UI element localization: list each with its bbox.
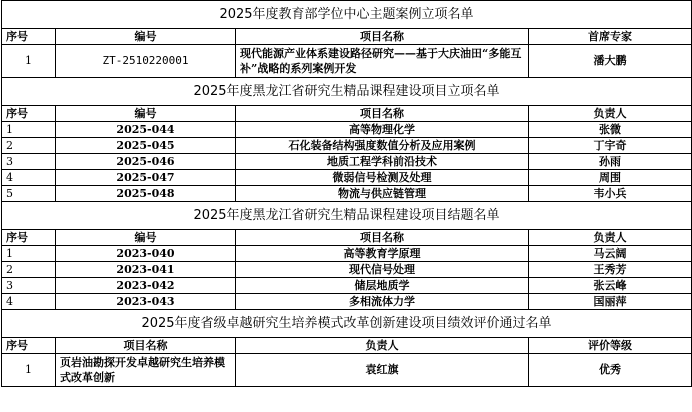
- table-row: [2, 354, 692, 387]
- section-1-title: 2025年度教育部学位中心主题案例立项名单: [2, 1, 692, 29]
- table-row: [2, 246, 692, 262]
- cell-project: 微弱信号检测及处理: [236, 170, 529, 186]
- cell-person: 袁红旗: [236, 354, 529, 387]
- cell-person: 韦小兵: [529, 186, 692, 202]
- cell-code: 2025-045: [56, 138, 236, 154]
- cell-index: 1: [2, 246, 56, 262]
- cell-code: 2023-040: [56, 246, 236, 262]
- col-header-code: 编号: [56, 106, 236, 122]
- cell-person: 张云峰: [529, 278, 692, 294]
- cell-index: 1: [2, 354, 56, 387]
- cell-index: 1: [2, 45, 56, 78]
- cell-project: 储层地质学: [236, 278, 529, 294]
- cell-project: 高等教育学原理: [236, 246, 529, 262]
- col-header-project: 项目名称: [236, 106, 529, 122]
- col-header-person: 负责人: [529, 106, 692, 122]
- cell-index: 4: [2, 294, 56, 310]
- col-header-project: 项目名称: [236, 29, 529, 45]
- table-row: [2, 186, 692, 202]
- section-1-header-row: [2, 29, 692, 45]
- cell-code: 2025-048: [56, 186, 236, 202]
- cell-person: 马云阔: [529, 246, 692, 262]
- cell-project: 地质工程学科前沿技术: [236, 154, 529, 170]
- col-header-index: 序号: [2, 338, 56, 354]
- cell-person: 张微: [529, 122, 692, 138]
- table-row: [2, 122, 692, 138]
- col-header-index: 序号: [2, 29, 56, 45]
- cell-index: 4: [2, 170, 56, 186]
- cell-code: 2023-041: [56, 262, 236, 278]
- col-header-project: 项目名称: [236, 230, 529, 246]
- section-2-title-row: [2, 78, 692, 106]
- table-row: [2, 154, 692, 170]
- cell-person: 丁宇奇: [529, 138, 692, 154]
- col-header-person: 负责人: [236, 338, 529, 354]
- table-row: [2, 262, 692, 278]
- cell-project: 石化装备结构强度数值分析及应用案例: [236, 138, 529, 154]
- cell-code: 2023-043: [56, 294, 236, 310]
- col-header-grade: 评价等级: [529, 338, 692, 354]
- section-1-title-row: [2, 1, 692, 29]
- col-header-index: 序号: [2, 106, 56, 122]
- section-4-header-row: [2, 338, 692, 354]
- col-header-expert: 首席专家: [529, 29, 692, 45]
- section-3-title: 2025年度黑龙江省研究生精品课程建设项目结题名单: [2, 202, 692, 230]
- col-header-project: 项目名称: [56, 338, 236, 354]
- cell-index: 2: [2, 262, 56, 278]
- cell-index: 1: [2, 122, 56, 138]
- table-row: [2, 45, 692, 78]
- cell-code: ZT-2510220001: [56, 45, 236, 78]
- table-row: [2, 138, 692, 154]
- cell-project: 现代能源产业体系建设路径研究——基于大庆油田“多能互补”战略的系列案例开发: [236, 45, 529, 78]
- cell-person: 孙雨: [529, 154, 692, 170]
- cell-code: 2025-046: [56, 154, 236, 170]
- cell-code: 2025-044: [56, 122, 236, 138]
- cell-project: 高等物理化学: [236, 122, 529, 138]
- table-row: [2, 170, 692, 186]
- cell-project: 页岩油勘探开发卓越研究生培养模式改革创新: [56, 354, 236, 387]
- cell-index: 2: [2, 138, 56, 154]
- cell-code: 2025-047: [56, 170, 236, 186]
- table-row: [2, 278, 692, 294]
- results-table: [1, 0, 692, 387]
- section-4-title-row: [2, 310, 692, 338]
- cell-index: 3: [2, 154, 56, 170]
- cell-person: 潘大鹏: [529, 45, 692, 78]
- section-4-title: 2025年度省级卓越研究生培养模式改革创新建设项目绩效评价通过名单: [2, 310, 692, 338]
- cell-project: 现代信号处理: [236, 262, 529, 278]
- cell-index: 3: [2, 278, 56, 294]
- table-row: [2, 294, 692, 310]
- col-header-index: 序号: [2, 230, 56, 246]
- cell-person: 国丽萍: [529, 294, 692, 310]
- section-2-title: 2025年度黑龙江省研究生精品课程建设项目立项名单: [2, 78, 692, 106]
- cell-person: 周围: [529, 170, 692, 186]
- col-header-code: 编号: [56, 230, 236, 246]
- cell-index: 5: [2, 186, 56, 202]
- section-3-title-row: [2, 202, 692, 230]
- section-3-header-row: [2, 230, 692, 246]
- cell-project: 多相流体力学: [236, 294, 529, 310]
- cell-project: 物流与供应链管理: [236, 186, 529, 202]
- cell-code: 2023-042: [56, 278, 236, 294]
- section-2-header-row: [2, 106, 692, 122]
- cell-grade: 优秀: [529, 354, 692, 387]
- col-header-person: 负责人: [529, 230, 692, 246]
- cell-person: 王秀芳: [529, 262, 692, 278]
- col-header-code: 编号: [56, 29, 236, 45]
- results-sheet: [1, 0, 691, 387]
